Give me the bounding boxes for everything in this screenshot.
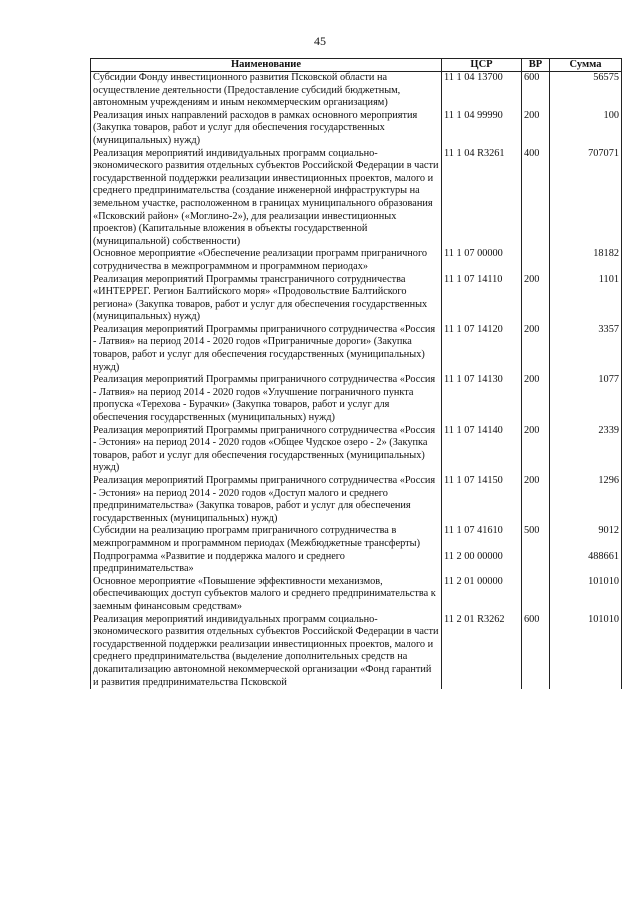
- row-sum: 1296: [550, 475, 622, 525]
- row-csr: 11 1 04 99990: [442, 110, 522, 148]
- row-sum: 1101: [550, 274, 622, 324]
- row-csr: 11 1 07 41610: [442, 525, 522, 550]
- row-name: Реализация мероприятий Программы приграничного сотрудничества «Россия - Эстония» на период 2014 - 2020 годов «Доступ малого и среднего предпринимательства» (Закупка товаров, работ и услуг для обеспечения государственных (муниципальных) нужд): [91, 475, 442, 525]
- row-csr: 11 2 01 R3262: [442, 614, 522, 690]
- row-vr: 200: [522, 274, 550, 324]
- row-csr: 11 1 04 R3261: [442, 148, 522, 249]
- row-name: Реализация мероприятий Программы приграничного сотрудничества «Россия - Латвия» на период 2014 - 2020 годов «Улучшение пограничного пункта пропуска «Терехова - Бурачки» (Закупка товаров, работ и услуг для обеспечения государственных (муниципальных) нужд): [91, 374, 442, 424]
- row-vr: [522, 248, 550, 273]
- row-name: Реализация мероприятий индивидуальных программ социально-экономического развития отдельных субъектов Российской Федерации в части государственной поддержки реализации инвестиционных проектов, малого и среднего предпринимательства (создание инженерной инфраструктуры на земельном участке, расположенном в границах муниципального образования «Псковский район» («Моглино-2»), для реализации инвестиционных проектов) (Капитальные вложения в объекты государственной (муниципальной) собственности): [91, 148, 442, 249]
- row-name: Реализация мероприятий Программы приграничного сотрудничества «Россия - Латвия» на период 2014 - 2020 годов «Приграничные дороги» (Закупка товаров, работ и услуг для обеспечения государственных (муниципальных) нужд): [91, 324, 442, 374]
- table-row: [91, 614, 622, 690]
- row-vr: 200: [522, 425, 550, 475]
- table-row: [91, 374, 622, 424]
- row-csr: 11 1 07 14150: [442, 475, 522, 525]
- row-sum: 101010: [550, 576, 622, 614]
- row-csr: 11 2 01 00000: [442, 576, 522, 614]
- row-csr: 11 1 07 14110: [442, 274, 522, 324]
- row-sum: 100: [550, 110, 622, 148]
- row-vr: 200: [522, 110, 550, 148]
- row-sum: 101010: [550, 614, 622, 690]
- header-csr: ЦСР: [442, 59, 522, 72]
- table-row: [91, 110, 622, 148]
- row-name: Субсидии на реализацию программ приграничного сотрудничества в межпрограммном и программном периодах (Межбюджетные трансферты): [91, 525, 442, 550]
- budget-table: [90, 58, 622, 689]
- row-name: Реализация мероприятий Программы трансграничного сотрудничества «ИНТЕРРЕГ. Регион Балтийского моря» «Продовольствие Балтийского региона» (Закупка товаров, работ и услуг для обеспечения государственных (муниципальных) нужд): [91, 274, 442, 324]
- row-sum: 9012: [550, 525, 622, 550]
- table-row: [91, 576, 622, 614]
- row-name: Реализация мероприятий индивидуальных программ социально-экономического развития отдельных субъектов Российской Федерации в части государственной поддержки реализации инвестиционных проектов, малого и среднего предпринимательства (выделение дополнительных средств на докапитализацию автономной некоммерческой организации «Фонд гарантий и развития предпринимательства Псковской: [91, 614, 442, 690]
- row-sum: 1077: [550, 374, 622, 424]
- row-name: Реализация иных направлений расходов в рамках основного мероприятия (Закупка товаров, работ и услуг для обеспечения государственных (муниципальных) нужд): [91, 110, 442, 148]
- table-row: [91, 551, 622, 576]
- row-vr: 600: [522, 72, 550, 110]
- row-csr: 11 2 00 00000: [442, 551, 522, 576]
- row-sum: 18182: [550, 248, 622, 273]
- row-vr: 200: [522, 475, 550, 525]
- row-vr: [522, 551, 550, 576]
- table-row: [91, 324, 622, 374]
- header-vr: ВР: [522, 59, 550, 72]
- row-vr: 200: [522, 324, 550, 374]
- header-sum: Сумма: [550, 59, 622, 72]
- row-name: Реализация мероприятий Программы приграничного сотрудничества «Россия - Эстония» на период 2014 - 2020 годов «Общее Чудское озеро - 2» (Закупка товаров, работ и услуг для обеспечения государственных (муниципальных) нужд): [91, 425, 442, 475]
- row-name: Подпрограмма «Развитие и поддержка малого и среднего предпринимательства»: [91, 551, 442, 576]
- table-header-row: [91, 59, 622, 72]
- row-vr: 500: [522, 525, 550, 550]
- row-sum: 56575: [550, 72, 622, 110]
- table-row: [91, 525, 622, 550]
- row-vr: 200: [522, 374, 550, 424]
- table-row: [91, 148, 622, 249]
- row-name: Основное мероприятие «Обеспечение реализации программ приграничного сотрудничества в межпрограммном и программном периодах»: [91, 248, 442, 273]
- row-sum: 707071: [550, 148, 622, 249]
- row-csr: 11 1 07 14120: [442, 324, 522, 374]
- page-number: 45: [314, 34, 326, 48]
- row-sum: 488661: [550, 551, 622, 576]
- table-row: [91, 425, 622, 475]
- header-name: Наименование: [91, 59, 442, 72]
- table-row: [91, 248, 622, 273]
- row-name: Основное мероприятие «Повышение эффективности механизмов, обеспечивающих доступ субъектов малого и среднего предпринимательства к заемным финансовым средствам»: [91, 576, 442, 614]
- row-csr: 11 1 04 13700: [442, 72, 522, 110]
- row-csr: 11 1 07 14130: [442, 374, 522, 424]
- table-row: [91, 274, 622, 324]
- table-row: [91, 475, 622, 525]
- row-vr: [522, 576, 550, 614]
- table-row: [91, 72, 622, 110]
- row-name: Субсидии Фонду инвестиционного развития Псковской области на осуществление деятельности (Предоставление субсидий бюджетным, автономным учреждениям и иным некоммерческим организациям): [91, 72, 442, 110]
- row-vr: 400: [522, 148, 550, 249]
- row-vr: 600: [522, 614, 550, 690]
- row-sum: 2339: [550, 425, 622, 475]
- row-sum: 3357: [550, 324, 622, 374]
- row-csr: 11 1 07 14140: [442, 425, 522, 475]
- row-csr: 11 1 07 00000: [442, 248, 522, 273]
